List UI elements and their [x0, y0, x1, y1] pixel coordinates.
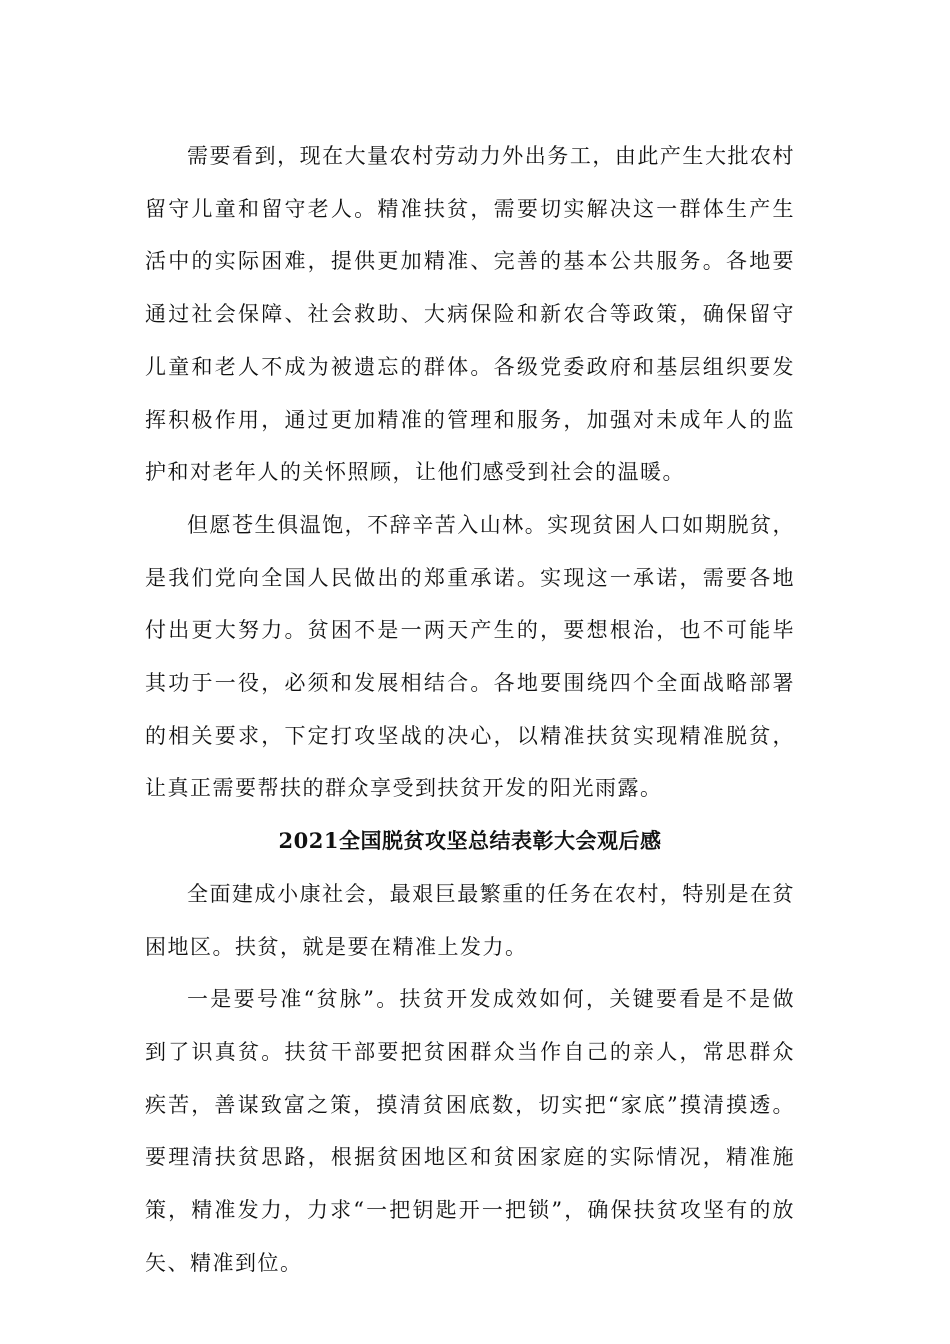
paragraph-left-behind-children: 需要看到，现在大量农村劳动力外出务工，由此产生大批农村留守儿童和留守老人。精准扶贫，需要切实解决这一群体生产生活中的实际困难，提供更加精准、完善的基本公共服务。各地要通过社会保障、社会救助、大病保险和新农合等政策，确保留守儿童和老人不成为被遗忘的群体。各级党委政府和基层组织要发挥积极作用，通过更加精准的管理和服务，加强对未成年人的监护和对老年人的关怀照顾，让他们感受到社会的温暖。 — [145, 144, 795, 485]
paragraph-precise-diagnosis: 一是要号准“贫脉”。扶贫开发成效如何，关键要看是不是做到了识真贫。扶贫干部要把贫困群众当作自己的亲人，常思群众疾苦，善谋致富之策，摸清贫困底数，切实把“家底”摸清摸透。要理清扶贫思路，根据贫困地区和贫困家庭的实际情况，精准施策，精准发力，力求“一把钥匙开一把锁”，确保扶贫攻坚有的放矢、精准到位。 — [145, 987, 795, 1275]
paragraph-moderately-prosperous: 全面建成小康社会，最艰巨最繁重的任务在农村，特别是在贫困地区。扶贫，就是要在精准上发力。 — [145, 881, 795, 959]
paragraph-poverty-commitment: 但愿苍生俱温饱，不辞辛苦入山林。实现贫困人口如期脱贫，是我们党向全国人民做出的郑重承诺。实现这一承诺，需要各地付出更大努力。贫困不是一两天产生的，要想根治，也不可能毕其功于一役，必须和发展相结合。各地要围绕四个全面战略部署的相关要求，下定打攻坚战的决心，以精准扶贫实现精准脱贫，让真正需要帮扶的群众享受到扶贫开发的阳光雨露。 — [145, 512, 795, 801]
document-body — [145, 130, 795, 1289]
section-heading: 2021全国脱贫攻坚总结表彰大会观后感 — [278, 828, 662, 854]
